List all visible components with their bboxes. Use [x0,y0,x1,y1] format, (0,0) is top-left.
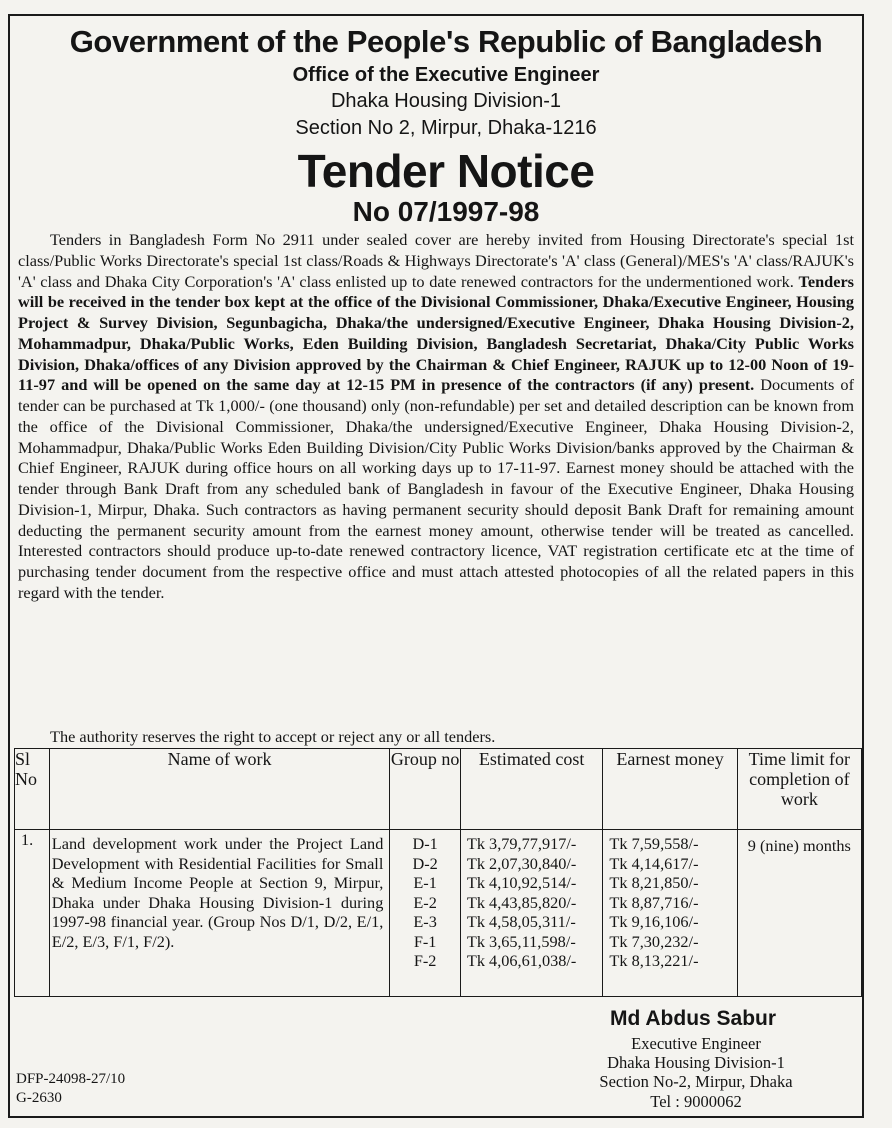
group-code: D-2 [412,853,438,873]
earnest-value: Tk 9,16,106/- [609,912,699,931]
office-address: Section No 2, Mirpur, Dhaka-1216 [295,117,597,139]
earnest-value: Tk 7,59,558/- [609,834,699,853]
row-earnest [603,830,737,997]
group-code: D-1 [412,834,438,853]
dfp-reference: DFP-24098-27/10 [16,1071,126,1087]
submission-text: Tenders will be received in the tender box kept at the office of the Divisional Commissioner, Dhaka/Executive Engineer, Housing Project & Survey Division, Segunbagicha, Dhaka/the undersigned/Executive Engineer, Dhaka Housing Division-2, Mohammadpur, Dhaka/Public Works, Eden Building Division, Bangladesh Secretariat, Dhaka/City Public Works Division, Dhaka/offices of any Division approved by the Chairman & Chief Engineer, RAJUK up to 12-00 Noon of 19-11-97 and will be opened on the same day at 12-15 PM in presence of the contractors (if any) present. [18,271,855,395]
table-row [15,830,862,997]
work-groups-note: (Group Nos D/1, D/2, E/1, E/2, E/3, F/1, F/2). [51,912,384,951]
row-work-name [49,830,390,997]
header-cost: Estimated cost [460,749,603,830]
work-description: Land development work under the Project Land Development with Residential Facilities for Small & Medium Income People at Section 9, Mirpur, Dhaka under Dhaka Housing Division-1 during 1997-98 financial year. [51,834,384,931]
notice-paragraph [18,230,854,604]
division-name: Dhaka Housing Division-1 [330,90,562,112]
office-title: Office of the Executive Engineer [292,64,600,86]
row-sl: 1. [15,830,50,997]
notice-title: Tender Notice [297,145,595,197]
header-group: Group no [390,749,461,830]
row-groups [390,830,461,997]
signatory-address: Section No-2, Mirpur, Dhaka [599,1072,793,1091]
notice-number: No 07/1997-98 [352,196,540,227]
cost-value: Tk 2,07,30,840/- [466,853,577,873]
row-time-limit: 9 (nine) months [737,830,861,997]
header-earnest: Earnest money [603,749,737,830]
government-title: Government of the People's Republic of Bangladesh [69,24,823,59]
cost-value: Tk 3,65,11,598/- [466,931,576,951]
cost-value: Tk 4,10,92,514/- [466,873,577,892]
signatory-telephone: Tel : 9000062 [650,1092,742,1111]
group-code: E-2 [413,892,437,912]
cost-value: Tk 4,43,85,820/- [466,892,577,912]
header-time: Time limit for completion of work [737,749,861,830]
signatory-name: Md Abdus Sabur [610,1007,777,1030]
earnest-value: Tk 8,13,221/- [609,951,699,970]
earnest-value: Tk 4,14,617/- [609,853,699,873]
row-costs [460,830,603,997]
notice-body [18,230,854,604]
header-sl: Sl No [15,749,50,830]
signatory-designation: Executive Engineer [631,1034,761,1053]
group-code: F-1 [413,931,437,951]
signatory-division: Dhaka Housing Division-1 [607,1053,785,1072]
g-reference: G-2630 [16,1090,62,1106]
header-name: Name of work [49,749,390,830]
earnest-value: Tk 7,30,232/- [609,931,699,951]
table-header-row [15,749,862,830]
works-table [14,748,862,997]
invitation-text: Tenders in Bangladesh Form No 2911 under sealed cover are hereby invited from Housing Directorate's special 1st class/Public Works Directorate's special 1st class/Roads & Highways Directorate's 'A' class (General)/MES's 'A' class/RAJUK's 'A' class and Dhaka City Corporation's 'A' class enlisted up to date renewed contractors for the undermentioned work. [18,230,854,291]
group-code: F-2 [413,951,437,970]
group-code: E-3 [413,912,437,931]
reservation-clause: The authority reserves the right to accept or reject any or all tenders. [50,727,496,746]
earnest-value: Tk 8,87,716/- [609,892,699,912]
earnest-value: Tk 8,21,850/- [609,873,699,892]
group-code: E-1 [413,873,437,892]
cost-value: Tk 4,58,05,311/- [466,912,576,931]
cost-value: Tk 4,06,61,038/- [466,951,577,970]
cost-value: Tk 3,79,77,917/- [466,834,577,853]
documents-text: Documents of tender can be purchased at Tk 1,000/- (one thousand) only (non-refundable) per set and detailed description can be known from the office of the Divisional Commissioner, Dhaka/the undersigned/Executive Engineer, Dhaka Housing Division-2, Mohammadpur, Dhaka/Public Works Eden Building Division/City Public Works Division/banks approved by the Chairman & Chief Engineer, RAJUK during office hours on all working days up to 17-11-97. Earnest money should be attached with the tender through Bank Draft from any scheduled bank of Bangladesh in favour of the Executive Engineer, Dhaka Housing Division-1, Mirpur, Dhaka. Such contractors as having permanent security should deposit Bank Draft for remaining amount deducting the permanent security amount from the earnest money amount, otherwise tender will be treated as cancelled. Interested contractors should produce up-to-date renewed contractory licence, VAT registration certificate etc at the time of purchasing tender document from the respective office and must attach attested photocopies of all the related papers in this regard with the tender. [18,375,854,602]
